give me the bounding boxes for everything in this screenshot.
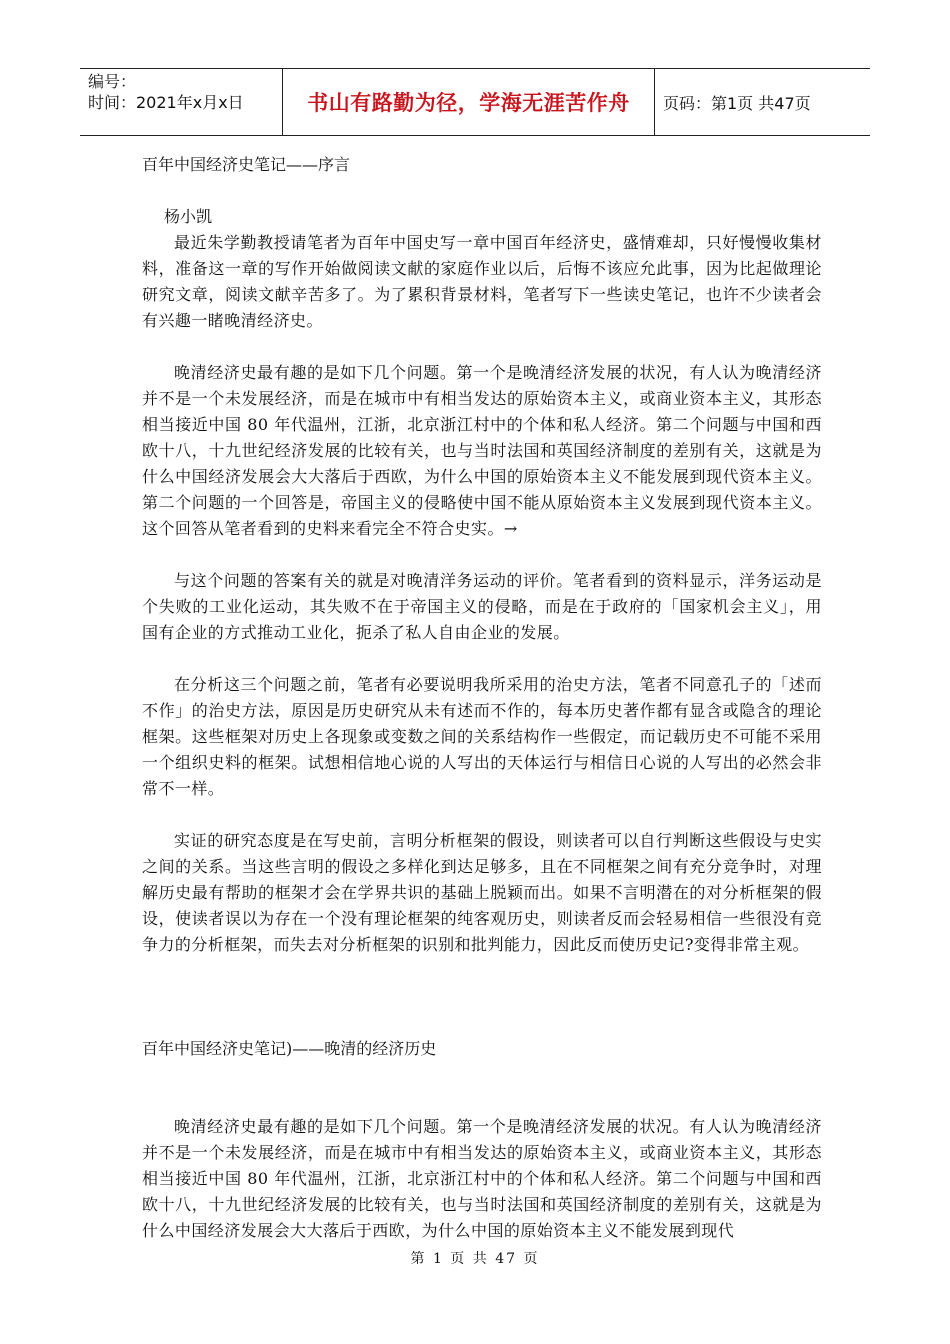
header-page-info: 页码：第1页 共47页 bbox=[663, 93, 811, 113]
document-header bbox=[80, 68, 870, 136]
section-title: 百年中国经济史笔记——序言 bbox=[142, 155, 351, 174]
header-motto: 书山有路勤为径，学海无涯苦作舟 bbox=[282, 69, 655, 135]
author-name: 杨小凯 bbox=[164, 207, 213, 226]
paragraph: 晚清经济史最有趣的是如下几个问题。第一个是晚清经济发展的状况，有人认为晚清经济并不是一个未发展经济，而是在城市中有相当发达的原始资本主义，或商业资本主义，其形态相当接近中国 80 年代温州，江浙，北京浙江村中的个体和私人经济。第二个问题与中国和西欧十八，十九世纪经济发展的比较有关，也与当时法国和英国经济制度的差别有关，这就是为什么中国经济发展会大大落后于西欧，为什么中国的原始资本主义不能发展到现代资本主义。第二个问题的一个回答是，帝国主义的侵略使中国不能从原始资本主义发展到现代资本主义。这个回答从笔者看到的史料来看完全不符合史实。→ bbox=[142, 363, 822, 538]
section-title: 百年中国经济史笔记)——晚清的经济历史 bbox=[142, 1039, 437, 1058]
paragraph: 在分析这三个问题之前，笔者有必要说明我所采用的治史方法，笔者不同意孔子的「述而不作」的治史方法，原因是历史研究从未有述而不作的，每本历史著作都有显含或隐含的理论框架。这些框架对历史上各现象或变数之间的关系结构作一些假定，而记载历史不可能不采用一个组织史料的框架。试想相信地心说的人写出的天体运行与相信日心说的人写出的必然会非常不一样。 bbox=[142, 675, 822, 798]
paragraph: 晚清经济史最有趣的是如下几个问题。第一个是晚清经济发展的状况。有人认为晚清经济并不是一个未发展经济，而是在城市中有相当发达的原始资本主义，或商业资本主义，其形态相当接近中国 80 年代温州，江浙，北京浙江村中的个体和私人经济。第二个问题与中国和西欧十八，十九世纪经济发展的比较有关，也与当时法国和英国经济制度的差别有关，这就是为什么中国经济发展会大大落后于西欧，为什么中国的原始资本主义不能发展到现代 bbox=[142, 1117, 822, 1240]
document-number-label: 编号： bbox=[88, 72, 137, 91]
paragraph: 与这个问题的答案有关的就是对晚清洋务运动的评价。笔者看到的资料显示，洋务运动是个失败的工业化运动，其失败不在于帝国主义的侵略，而是在于政府的「国家机会主义」，用国有企业的方式推动工业化，扼杀了私人自由企业的发展。 bbox=[142, 571, 822, 642]
document-body bbox=[142, 152, 822, 1244]
page-footer: 第 1 页 共 47 页 bbox=[410, 1251, 540, 1267]
paragraph: 最近朱学勤教授请笔者为百年中国史写一章中国百年经济史，盛情难却，只好慢慢收集材料，准备这一章的写作开始做阅读文献的家庭作业以后，后悔不该应允此事，因为比起做理论研究文章，阅读文献辛苦多了。为了累积背景材料，笔者写下一些读史笔记，也许不少读者会有兴趣一睹晚清经济史。 bbox=[142, 233, 822, 330]
header-meta bbox=[80, 69, 282, 135]
paragraph: 实证的研究态度是在写史前，言明分析框架的假设，则读者可以自行判断这些假设与史实之间的关系。当这些言明的假设之多样化到达足够多，且在不同框架之间有充分竞争时，对理解历史最有帮助的框架才会在学界共识的基础上脱颖而出。如果不言明潜在的对分析框架的假设，使读者误以为存在一个没有理论框架的纯客观历史，则读者反而会轻易相信一些很没有竞争力的分析框架，而失去对分析框架的识别和批判能力，因此反而使历史记?变得非常主观。 bbox=[142, 831, 822, 954]
document-date: 时间：2021年x月x日 bbox=[88, 93, 244, 112]
